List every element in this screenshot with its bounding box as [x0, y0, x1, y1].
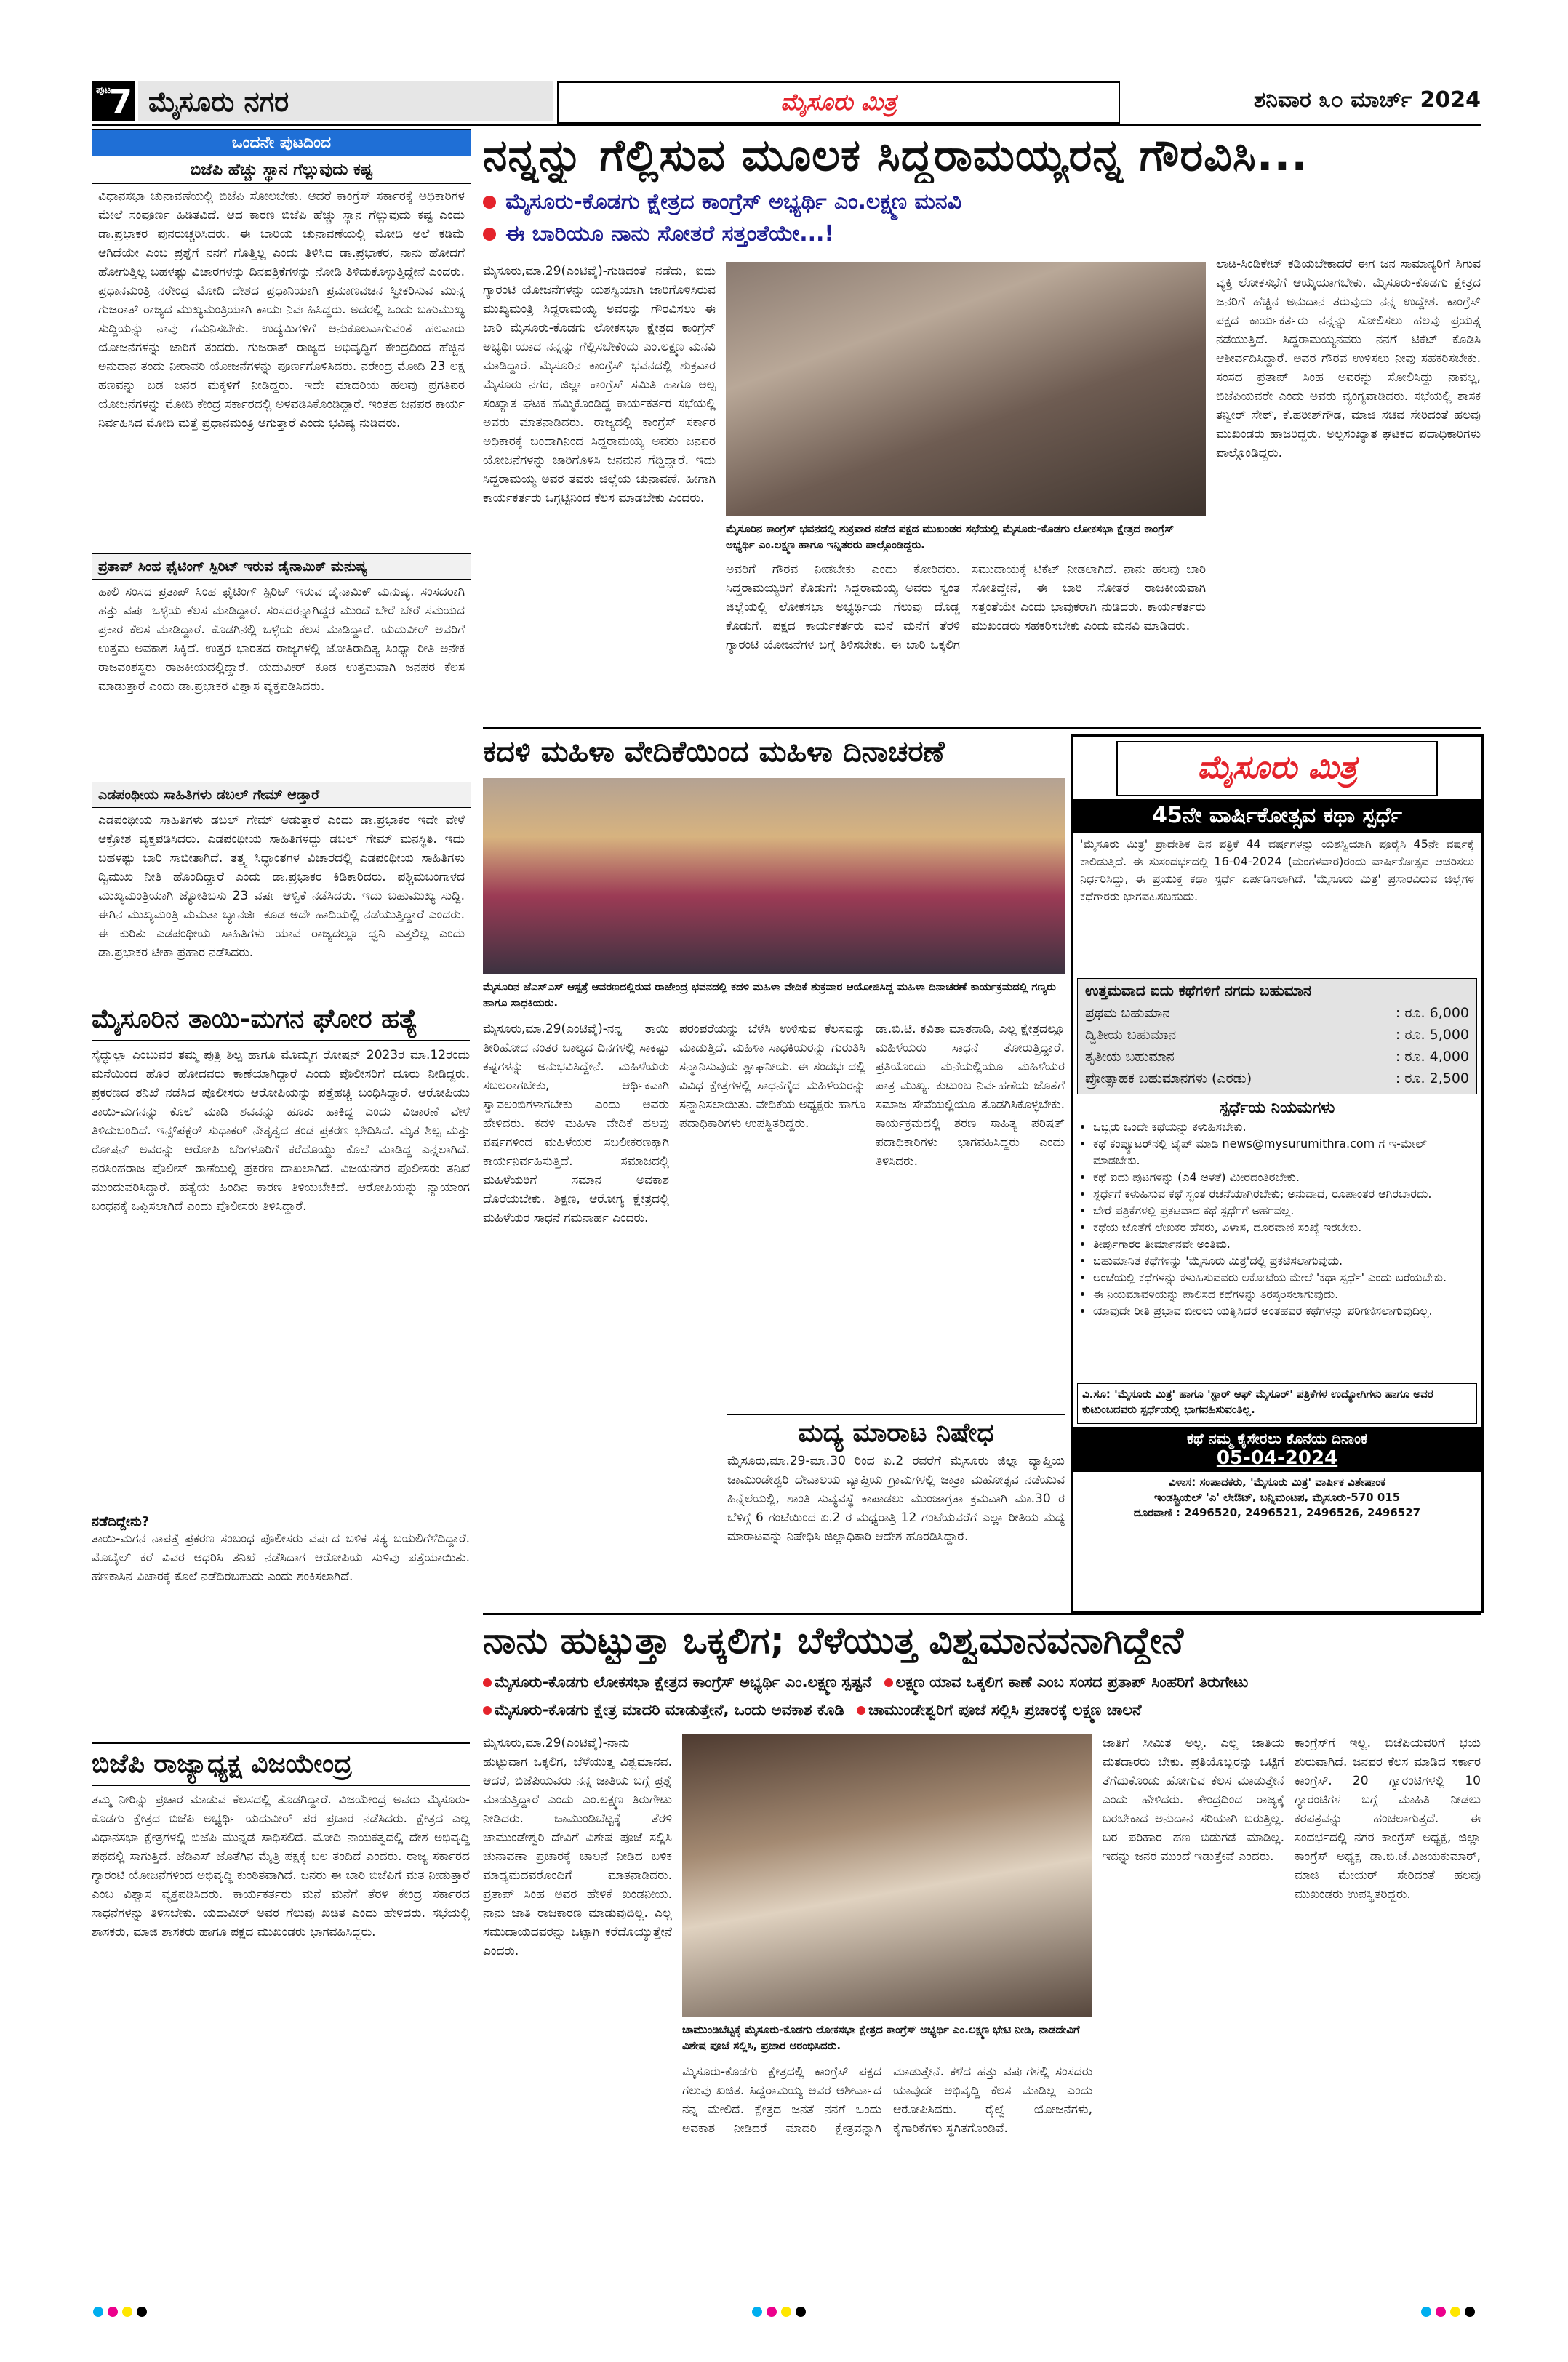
prize-heading: ಉತ್ತಮವಾದ ಐದು ಕಥೆಗಳಿಗೆ ನಗದು ಬಹುಮಾನ — [1085, 982, 1311, 999]
section-title: ಮೈಸೂರು ನಗರ — [148, 86, 289, 118]
vokkaliga-body-2: ಮೈಸೂರು-ಕೊಡಗು ಕ್ಷೇತ್ರದಲ್ಲಿ ಕಾಂಗ್ರೆಸ್ ಪಕ್ಷದ ಗೆಲುವು ಖಚಿತ. ಸಿದ್ದರಾಮಯ್ಯ ಅವರ ಆಶೀರ್ವಾದ ನನ್ನ ಮೇಲಿದೆ. ಕ್ಷೇತ್ರದ ಜನತೆ ನನಗೆ ಒಂದು ಅವಕಾಶ ನೀಡಿದರೆ ಮಾದರಿ ಕ್ಷೇತ್ರವನ್ನಾಗಿ ಮಾಡುತ್ತೇನೆ. ಕಳೆದ ಹತ್ತು ವರ್ಷಗಳಲ್ಲಿ ಸಂಸದರು ಯಾವುದೇ ಅಭಿವೃದ್ಧಿ ಕೆಲಸ ಮಾಡಿಲ್ಲ ಎಂದು ಆರೋಪಿಸಿದರು. ರೈಲ್ವೆ ಯೋಜನೆಗಳು, ಕೈಗಾರಿಕೆಗಳು ಸ್ಥಗಿತಗೊಂಡಿವೆ. — [682, 2065, 1092, 2136]
vokkaliga-bullet-4: ಚಾಮುಂಡೇಶ್ವರಿಗೆ ಪೂಜೆ ಸಲ್ಲಿಸಿ ಪ್ರಚಾರಕ್ಕೆ ಲಕ್ಷ್ಮಣ ಚಾಲನೆ — [868, 1701, 1142, 1718]
bullet-dot — [857, 1706, 865, 1715]
bullet-dot — [483, 1678, 492, 1687]
bullet-dot — [884, 1678, 893, 1687]
ad-phone: ದೂರವಾಣಿ : 2496520, 2496521, 2496526, 2496527 — [1133, 1506, 1421, 1519]
continued-column — [92, 129, 471, 996]
masthead-box — [557, 81, 1120, 124]
top-story-caption: ಮೈಸೂರಿನ ಕಾಂಗ್ರೆಸ್ ಭವನದಲ್ಲಿ ಶುಕ್ರವಾರ ನಡೆದ ಪಕ್ಷದ ಮುಖಂಡರ ಸಭೆಯಲ್ಲಿ ಮೈಸೂರು-ಕೊಡಗು ಲೋಕಸಭಾ ಕ್ಷೇತ್ರದ ಕಾಂಗ್ರೆಸ್ ಅಭ್ಯರ್ಥಿ ಎಂ.ಲಕ್ಷ್ಮಣ ಹಾಗೂ ಇನ್ನಿತರರು ಪಾಲ್ಗೊಂಡಿದ್ದರು. — [726, 522, 1175, 551]
registration-dot — [93, 2307, 103, 2317]
ad-brand: ಮೈಸೂರು ಮಿತ್ರ — [1197, 749, 1357, 786]
bullet-dot — [483, 228, 496, 241]
vokkaliga-body-4: ಕಾಂಗ್ರೆಸ್‌ಗೆ ಇಲ್ಲ. ಬಿಜೆಪಿಯವರಿಗೆ ಭಯ ಶುರುವಾಗಿದೆ. ಜನಪರ ಕೆಲಸ ಮಾಡಿದ ಸರ್ಕಾರ ಕಾಂಗ್ರೆಸ್. 20 ಗ್ಯಾರಂಟಿಗಳಲ್ಲಿ 10 ಗ್ಯಾರಂಟಿಗಳ ಬಗ್ಗೆ ಮಾಹಿತಿ ನೀಡಲು ಕರಪತ್ರವನ್ನು ಹಂಚಲಾಗುತ್ತದೆ. ಈ ಸಂದರ್ಭದಲ್ಲಿ ನಗರ ಕಾಂಗ್ರೆಸ್ ಅಧ್ಯಕ್ಷ, ಜಿಲ್ಲಾ ಕಾಂಗ್ರೆಸ್ ಅಧ್ಯಕ್ಷ ಡಾ.ಬಿ.ಜೆ.ವಿಜಯಕುಮಾರ್, ಮಾಜಿ ಮೇಯರ್ ಸೇರಿದಂತೆ ಹಲವು ಮುಖಂಡರು ಉಪಸ್ಥಿತರಿದ್ದರು. — [1295, 1736, 1481, 1902]
prize-amount: : ರೂ. 4,000 — [1395, 1049, 1469, 1065]
rule-item: • ಬೇರೆ ಪತ್ರಿಕೆಗಳಲ್ಲಿ ಪ್ರಕಟವಾದ ಕಥೆ ಸ್ಪರ್ಧೆಗೆ ಅರ್ಹವಲ್ಲ. — [1093, 1202, 1474, 1219]
rule-item: • ಸ್ಪರ್ಧೆಗೆ ಕಳುಹಿಸುವ ಕಥೆ ಸ್ವಂತ ರಚನೆಯಾಗಿರಬೇಕು; ಅನುವಾದ, ರೂಪಾಂತರ ಆಗಿರಬಾರದು. — [1093, 1185, 1474, 1202]
rule-item: • ಈ ನಿಯಮಾವಳಿಯನ್ನು ಪಾಲಿಸದ ಕಥೆಗಳನ್ನು ತಿರಸ್ಕರಿಸಲಾಗುವುದು. — [1093, 1286, 1474, 1302]
murder-story — [92, 1002, 470, 1737]
divider-bottom — [483, 1613, 1481, 1615]
deadline-date: 05-04-2024 — [1216, 1447, 1338, 1469]
vokkaliga-story — [483, 1617, 1481, 2301]
vokkaliga-body-3: ಜಾತಿಗೆ ಸೀಮಿತ ಅಲ್ಲ. ಎಲ್ಲ ಜಾತಿಯ ಮತದಾರರು ಬೇಕು. ಪ್ರತಿಯೊಬ್ಬರನ್ನು ಒಟ್ಟಿಗೆ ತೆಗೆದುಕೊಂಡು ಹೋಗುವ ಕೆಲಸ ಮಾಡುತ್ತೇನೆ ಎಂದು ಹೇಳಿದರು. ಕೇಂದ್ರದಿಂದ ರಾಜ್ಯಕ್ಕೆ ಬರಬೇಕಾದ ಅನುದಾನ ಸರಿಯಾಗಿ ಬರುತ್ತಿಲ್ಲ. ಬರ ಪರಿಹಾರ ಹಣ ಬಿಡುಗಡೆ ಮಾಡಿಲ್ಲ. ಇದನ್ನು ಜನರ ಮುಂದೆ ಇಡುತ್ತೇವೆ ಎಂದರು. — [1103, 1736, 1284, 1864]
vokkaliga-bullet-3: ಮೈಸೂರು-ಕೊಡಗು ಕ್ಷೇತ್ರ ಮಾದರಿ ಮಾಡುತ್ತೇನೆ, ಒಂದು ಅವಕಾಶ ಕೊಡಿ — [495, 1701, 844, 1718]
liquor-ban-body: ಮೈಸೂರು,ಮಾ.29-ಮಾ.30 ರಿಂದ ಏ.2 ರವರೆಗೆ ಮೈಸೂರು ಜಿಲ್ಲಾ ವ್ಯಾಪ್ತಿಯ ಚಾಮುಂಡೇಶ್ವರಿ ದೇವಾಲಯ ವ್ಯಾಪ್ತಿಯ ಗ್ರಾಮಗಳಲ್ಲಿ ಜಾತ್ರಾ ಮಹೋತ್ಸವ ನಡೆಯುವ ಹಿನ್ನೆಲೆಯಲ್ಲಿ, ಶಾಂತಿ ಸುವ್ಯವಸ್ಥೆ ಕಾಪಾಡಲು ಮುಂಜಾಗ್ರತಾ ಕ್ರಮವಾಗಿ ಮಾ.30 ರ ಬೆಳಿಗ್ಗೆ 6 ಗಂಟೆಯಿಂದ ಏ.2 ರ ಮಧ್ಯರಾತ್ರಿ 12 ಗಂಟೆಯವರೆಗೆ ಎಲ್ಲಾ ರೀತಿಯ ಮದ್ಯ ಮಾರಾಟವನ್ನು ನಿಷೇಧಿಸಿ ಜಿಲ್ಲಾಧಿಕಾರಿ ಆದೇಶ ಹೊರಡಿಸಿದ್ದಾರೆ. — [727, 1454, 1065, 1544]
top-story — [483, 128, 1481, 724]
prize-label: ದ್ವಿತೀಯ ಬಹುಮಾನ — [1085, 1027, 1177, 1043]
deadline-box — [1073, 1427, 1481, 1472]
murder-subhead: ನಡೆದಿದ್ದೇನು? — [92, 1514, 150, 1529]
ad-address — [1073, 1472, 1481, 1521]
top-story-body-left: ಮೈಸೂರು,ಮಾ.29(ಎಂಟಿವೈ)-ಗುಡಿದಂತೆ ನಡೆದು, ಐದು ಗ್ಯಾರಂಟಿ ಯೋಜನೆಗಳನ್ನು ಯಶಸ್ವಿಯಾಗಿ ಜಾರಿಗೊಳಿಸಿರುವ ಮುಖ್ಯಮಂತ್ರಿ ಸಿದ್ದರಾಮಯ್ಯ ಅವರನ್ನು ಗೌರವಿಸಲು ಈ ಬಾರಿ ಮೈಸೂರು-ಕೊಡಗು ಲೋಕಸಭಾ ಕ್ಷೇತ್ರದ ಕಾಂಗ್ರೆಸ್ ಅಭ್ಯರ್ಥಿಯಾದ ನನ್ನನ್ನು ಗೆಲ್ಲಿಸಬೇಕೆಂದು ಎಂ.ಲಕ್ಷ್ಮಣ ಮನವಿ ಮಾಡಿದ್ದಾರೆ. ಮೈಸೂರಿನ ಕಾಂಗ್ರೆಸ್ ಭವನದಲ್ಲಿ ಶುಕ್ರವಾರ ಮೈಸೂರು ನಗರ, ಜಿಲ್ಲಾ ಕಾಂಗ್ರೆಸ್ ಸಮಿತಿ ಹಾಗೂ ಅಲ್ಪ ಸಂಖ್ಯಾತ ಘಟಕ ಹಮ್ಮಿಕೊಂಡಿದ್ದ ಕಾರ್ಯಕರ್ತರ ಸಭೆಯಲ್ಲಿ ಅವರು ಮಾತನಾಡಿದರು. ರಾಜ್ಯದಲ್ಲಿ ಕಾಂಗ್ರೆಸ್ ಸರ್ಕಾರ ಅಧಿಕಾರಕ್ಕೆ ಬಂದಾಗಿನಿಂದ ಸಿದ್ದರಾಮಯ್ಯ ಅವರು ಜನಪರ ಯೋಜನೆಗಳನ್ನು ಜಾರಿಗೊಳಿಸಿ ಜನಮನ ಗೆದ್ದಿದ್ದಾರೆ. ಇದು ಸಿದ್ದರಾಮಯ್ಯ ಅವರ ತವರು ಜಿಲ್ಲೆಯ ಚುನಾವಣೆ. ಹೀಗಾಗಿ ಕಾರ್ಯಕರ್ತರು ಒಗ್ಗಟ್ಟಿನಿಂದ ಕೆಲಸ ಮಾಡಬೇಕು ಎಂದರು. — [483, 264, 716, 505]
bjp-president-body: ತಮ್ಮ ನೀರಿನ್ನು ಪ್ರಚಾರ ಮಾಡುವ ಕೆಲಸದಲ್ಲಿ ತೊಡಗಿದ್ದಾರೆ. ವಿಜಯೇಂದ್ರ ಅವರು ಮೈಸೂರು-ಕೊಡಗು ಕ್ಷೇತ್ರದ ಬಿಜೆಪಿ ಅಭ್ಯರ್ಥಿ ಯದುವೀರ್ ಪರ ಪ್ರಚಾರ ನಡೆಸಿದರು. ಕ್ಷೇತ್ರದ ಎಲ್ಲ ವಿಧಾನಸಭಾ ಕ್ಷೇತ್ರಗಳಲ್ಲಿ ಬಿಜೆಪಿ ಮುನ್ನಡೆ ಸಾಧಿಸಲಿದೆ. ಮೋದಿ ನಾಯಕತ್ವದಲ್ಲಿ ದೇಶ ಅಭಿವೃದ್ಧಿ ಪಥದಲ್ಲಿ ಸಾಗುತ್ತಿದೆ. ಜೆಡಿಎಸ್ ಜೊತೆಗಿನ ಮೈತ್ರಿ ಪಕ್ಷಕ್ಕೆ ಬಲ ತಂದಿದೆ ಎಂದರು. ರಾಜ್ಯ ಸರ್ಕಾರದ ಗ್ಯಾರಂಟಿ ಯೋಜನೆಗಳಿಂದ ಅಭಿವೃದ್ಧಿ ಕುಂಠಿತವಾಗಿದೆ. ಜನರು ಈ ಬಾರಿ ಬಿಜೆಪಿಗೆ ಮತ ನೀಡುತ್ತಾರೆ ಎಂಬ ವಿಶ್ವಾಸ ವ್ಯಕ್ತಪಡಿಸಿದರು. ಕಾರ್ಯಕರ್ತರು ಮನೆ ಮನೆಗೆ ತೆರಳಿ ಕೇಂದ್ರ ಸರ್ಕಾರದ ಸಾಧನೆಗಳನ್ನು ತಿಳಿಸಬೇಕು. ಯದುವೀರ್ ಅವರ ಗೆಲುವು ಖಚಿತ ಎಂದು ಹೇಳಿದರು. ಸಭೆಯಲ್ಲಿ ಶಾಸಕರು, ಮಾಜಿ ಶಾಸಕರು ಹಾಗೂ ಪಕ್ಷದ ಮುಖಂಡರು ಭಾಗವಹಿಸಿದ್ದರು. — [92, 1793, 470, 1939]
vokkaliga-bullet-row — [483, 1668, 1481, 1696]
womens-day-photo — [483, 778, 1065, 974]
vokkaliga-bullet-2: ಲಕ್ಷ್ಮಣ ಯಾವ ಒಕ್ಕಲಿಗ ಕಾಣೆ ಎಂಬ ಸಂಸದ ಪ್ರತಾಪ್ ಸಿಂಹರಿಗೆ ತಿರುಗೇಟು — [895, 1673, 1249, 1691]
registration-dot — [1436, 2307, 1446, 2317]
top-story-body-mid: ಅವರಿಗೆ ಗೌರವ ನೀಡಬೇಕು ಎಂದು ಕೋರಿದರು. ಸಿದ್ದರಾಮಯ್ಯರಿಗೆ ಕೊಡುಗೆ: ಸಿದ್ದರಾಮಯ್ಯ ಅವರು ಸ್ವಂತ ಜಿಲ್ಲೆಯಲ್ಲಿ ಲೋಕಸಭಾ ಅಭ್ಯರ್ಥಿಯ ಗೆಲುವು ದೊಡ್ಡ ಕೊಡುಗೆ. ಪಕ್ಷದ ಕಾರ್ಯಕರ್ತರು ಮನೆ ಮನೆಗೆ ತೆರಳಿ ಗ್ಯಾರಂಟಿ ಯೋಜನೆಗಳ ಬಗ್ಗೆ ತಿಳಿಸಬೇಕು. ಈ ಬಾರಿ ಒಕ್ಕಲಿಗ ಸಮುದಾಯಕ್ಕೆ ಟಿಕೆಟ್ ನೀಡಲಾಗಿದೆ. ನಾನು ಹಲವು ಬಾರಿ ಸೋತಿದ್ದೇನೆ, ಈ ಬಾರಿ ಸೋತರೆ ರಾಜಕೀಯವಾಗಿ ಸತ್ತಂತೆಯೇ ಎಂದು ಭಾವುಕರಾಗಿ ನುಡಿದರು. ಕಾರ್ಯಕರ್ತರು ಮುಖಂಡರು ಸಹಕರಿಸಬೇಕು ಎಂದು ಮನವಿ ಮಾಡಿದರು. — [726, 562, 1206, 652]
registration-dot — [137, 2307, 147, 2317]
vokkaliga-bullet-row — [483, 1696, 1481, 1724]
womens-day-body-1: ಮೈಸೂರು,ಮಾ.29(ಎಂಟಿವೈ)-ನನ್ನ ತಾಯಿ ತೀರಿಹೋದ ನಂತರ ಬಾಲ್ಯದ ದಿನಗಳಲ್ಲಿ ಸಾಕಷ್ಟು ಕಷ್ಟಗಳನ್ನು ಅನುಭವಿಸಿದ್ದೇನೆ. ಮಹಿಳೆಯರು ಸಬಲರಾಗಬೇಕು, ಆರ್ಥಿಕವಾಗಿ ಸ್ವಾವಲಂಬಿಗಳಾಗಬೇಕು ಎಂದು ಅವರು ಹೇಳಿದರು. ಕದಳಿ ಮಹಿಳಾ ವೇದಿಕೆ ಹಲವು ವರ್ಷಗಳಿಂದ ಮಹಿಳೆಯರ ಸಬಲೀಕರಣಕ್ಕಾಗಿ ಕಾರ್ಯನಿರ್ವಹಿಸುತ್ತಿದೆ. ಸಮಾಜದಲ್ಲಿ ಮಹಿಳೆಯರಿಗೆ ಸಮಾನ ಅವಕಾಶ ದೊರೆಯಬೇಕು. ಶಿಕ್ಷಣ, ಆರೋಗ್ಯ ಕ್ಷೇತ್ರದಲ್ಲಿ ಮಹಿಳೆಯರ ಸಾಧನೆ ಗಮನಾರ್ಹ ಎಂದರು. — [483, 1022, 669, 1225]
ad-title: 45ನೇ ವಾರ್ಷಿಕೋತ್ಸವ ಕಥಾ ಸ್ಪರ್ಧೆ — [1073, 799, 1481, 833]
womens-day-body-2: ಪರಂಪರೆಯನ್ನು ಬೆಳೆಸಿ ಉಳಿಸುವ ಕೆಲಸವನ್ನು ಮಾಡುತ್ತಿದೆ. ಮಹಿಳಾ ಸಾಧಕಿಯರನ್ನು ಗುರುತಿಸಿ ಸನ್ಮಾನಿಸುವುದು ಶ್ಲಾಘನೀಯ. ಈ ಸಂದರ್ಭದಲ್ಲಿ ವಿವಿಧ ಕ್ಷೇತ್ರಗಳಲ್ಲಿ ಸಾಧನೆಗೈದ ಮಹಿಳೆಯರನ್ನು ಸನ್ಮಾನಿಸಲಾಯಿತು. ವೇದಿಕೆಯ ಅಧ್ಯಕ್ಷರು ಹಾಗೂ ಪದಾಧಿಕಾರಿಗಳು ಉಪಸ್ಥಿತರಿದ್ದರು. — [679, 1022, 865, 1131]
vokkaliga-caption: ಚಾಮುಂಡಿಬೆಟ್ಟಕ್ಕೆ ಮೈಸೂರು-ಕೊಡಗು ಲೋಕಸಭಾ ಕ್ಷೇತ್ರದ ಕಾಂಗ್ರೆಸ್ ಅಭ್ಯರ್ಥಿ ಎಂ.ಲಕ್ಷ್ಮಣ ಭೇಟಿ ನೀಡಿ, ನಾಡದೇವಿಗೆ ವಿಶೇಷ ಪೂಜೆ ಸಲ್ಲಿಸಿ, ಪ್ರಚಾರ ಆರಂಭಿಸಿದರು. — [682, 2023, 1080, 2052]
registration-dot — [1421, 2307, 1431, 2317]
section-title-box — [138, 81, 553, 121]
story3-body: ಎಡಪಂಥೀಯ ಸಾಹಿತಿಗಳು ಡಬಲ್ ಗೇಮ್ ಆಡುತ್ತಾರೆ ಎಂದು ಡಾ.ಪ್ರಭಾಕರ ಇದೇ ವೇಳೆ ಆಕ್ರೋಶ ವ್ಯಕ್ತಪಡಿಸಿದರು. ಎಡಪಂಥೀಯ ಸಾಹಿತಿಗಳದ್ದು ಡಬಲ್ ಗೇಮ್ ಮನಸ್ಥಿತಿ. ಇದು ಬಹಳಷ್ಟು ಬಾರಿ ಸಾಬೀತಾಗಿದೆ. ತತ್ತ್ವ ಸಿದ್ಧಾಂತಗಳ ವಿಚಾರದಲ್ಲಿ ಎಡಪಂಥೀಯ ಸಾಹಿತಿಗಳು ದ್ವಿಮುಖ ನೀತಿ ಹೊಂದಿದ್ದಾರೆ ಎಂದು ಡಾ.ಪ್ರಭಾಕರ ಕಿಡಿಕಾರಿದರು. ಪಶ್ಚಿಮಬಂಗಾಳದ ಮುಖ್ಯಮಂತ್ರಿಯಾಗಿ ಜ್ಯೋತಿಬಸು 23 ವರ್ಷ ಆಳ್ವಿಕೆ ನಡೆಸಿದರು. ಇದು ಬಹುಮುಖ್ಯ ಸುದ್ದಿ. ಈಗಿನ ಮುಖ್ಯಮಂತ್ರಿ ಮಮತಾ ಬ್ಯಾನರ್ಜಿ ಕೂಡ ಅದೇ ಹಾದಿಯಲ್ಲಿ ನಡೆಯುತ್ತಿದ್ದಾರೆ ಎಂದರು. ಈ ಕುರಿತು ಎಡಪಂಥೀಯ ಸಾಹಿತಿಗಳು ಯಾವ ರಾಜ್ಯದಲ್ಲೂ ಧ್ವನಿ ಎತ್ತಲಿಲ್ಲ ಎಂದು ಡಾ.ಪ್ರಭಾಕರ ಟೀಕಾ ಪ್ರಹಾರ ನಡೆಸಿದರು. — [98, 813, 465, 960]
top-story-body-right: ಲಾಟ-ಸಿಂಡಿಕೇಟ್ ಕಡಿಯಬೇಕಾದರೆ ಈಗ ಜನ ಸಾಮಾನ್ಯರಿಗೆ ಸಿಗುವ ವ್ಯಕ್ತಿ ಲೋಕಸಭೆಗೆ ಆಯ್ಕೆಯಾಗಬೇಕು. ಮೈಸೂರು-ಕೊಡಗು ಕ್ಷೇತ್ರದ ಜನರಿಗೆ ಹೆಚ್ಚಿನ ಅನುದಾನ ತರುವುದು ನನ್ನ ಉದ್ದೇಶ. ಕಾಂಗ್ರೆಸ್ ಪಕ್ಷದ ಕಾರ್ಯಕರ್ತರು ನನ್ನನ್ನು ಸೋಲಿಸಲು ಹಲವು ಪ್ರಯತ್ನ ನಡೆಯುತ್ತಿದೆ. ಸಿದ್ದರಾಮಯ್ಯನವರು ನನಗೆ ಟಿಕೆಟ್ ಕೊಡಿಸಿ ಆಶೀರ್ವದಿಸಿದ್ದಾರೆ. ಅವರ ಗೌರವ ಉಳಿಸಲು ನೀವು ಸಹಕರಿಸಬೇಕು. ಸಂಸದ ಪ್ರತಾಪ್ ಸಿಂಹ ಅವರನ್ನು ಸೋಲಿಸಿದ್ದು ನಾವಲ್ಲ, ಬಿಜೆಪಿಯವರೇ ಎಂದು ಅವರು ವ್ಯಂಗ್ಯವಾಡಿದರು. ಸಭೆಯಲ್ಲಿ ಶಾಸಕ ತನ್ವೀರ್ ಸೇಠ್, ಕೆ.ಹರೀಶ್‌ಗೌಡ, ಮಾಜಿ ಸಚಿವ ಸೇರಿದಂತೆ ಹಲವು ಮುಖಂಡರು ಹಾಜರಿದ್ದರು. ಅಲ್ಪಸಂಖ್ಯಾತ ಘಟಕದ ಪದಾಧಿಕಾರಿಗಳು ಪಾಲ್ಗೊಂಡಿದ್ದರು. — [1216, 257, 1481, 460]
header-rule — [92, 124, 1481, 126]
registration-dot — [122, 2307, 132, 2317]
continued-title: ಒಂದನೇ ಪುಟದಿಂದ — [231, 134, 332, 152]
rule-item: • ತೀರ್ಪುಗಾರರ ತೀರ್ಮಾನವೇ ಅಂತಿಮ. — [1093, 1236, 1474, 1252]
story1-body: ವಿಧಾನಸಭಾ ಚುನಾವಣೆಯಲ್ಲಿ ಬಿಜೆಪಿ ಸೋಲಬೇಕು. ಆದರೆ ಕಾಂಗ್ರೆಸ್ ಸರ್ಕಾರಕ್ಕೆ ಅಧಿಕಾರಿಗಳ ಮೇಲೆ ಸಂಪೂರ್ಣ ಹಿಡಿತವಿದೆ. ಆದ ಕಾರಣ ಬಿಜೆಪಿ ಹೆಚ್ಚು ಸ್ಥಾನ ಗೆಲ್ಲುವುದು ಕಷ್ಟ ಎಂದು ಡಾ.ಪ್ರಭಾಕರ ಪುನರುಚ್ಚರಿಸಿದರು. ಈ ಬಾರಿಯ ಚುನಾವಣೆಯಲ್ಲಿ ಮೋದಿ ಅಲೆ ಕಡಿಮೆ ಆಗಿದೆಯೇ ಎಂಬ ಪ್ರಶ್ನೆಗೆ ನನಗೆ ಗೊತ್ತಿಲ್ಲ ಎಂದು ತಿಳಿಸಿದ ಡಾ.ಪ್ರಭಾಕರ, ನಾನು ಹೋದಗೆ ಹೋಗುತ್ತಿಲ್ಲ ಬಹಳಷ್ಟು ವಿಚಾರಗಳನ್ನು ದಿನಪತ್ರಿಕೆಗಳನ್ನು ನೋಡಿ ತಿಳಿದುಕೊಳ್ಳುತ್ತಿದ್ದೇನೆ ಎಂದರು. ಪ್ರಧಾನಮಂತ್ರಿ ನರೇಂದ್ರ ಮೋದಿ ದೇಶದ ಪ್ರಧಾನಿಯಾಗಿ ಪ್ರಮಾಣವಚನ ಸ್ವೀಕರಿಸುವ ಮುನ್ನ ಗುಜರಾತ್ ರಾಜ್ಯದ ಮುಖ್ಯಮಂತ್ರಿಯಾಗಿ ಕಾರ್ಯನಿರ್ವಹಿಸಿದ್ದರು. ಅದರಲ್ಲಿ ಒಂದು ಬಹುಮುಖ್ಯ ಸುದ್ದಿಯನ್ನು ನಾವು ಗಮನಿಸಬೇಕು. ಉದ್ಯಮಿಗಳಿಗೆ ಅನುಕೂಲವಾಗುವಂತೆ ಹಲವಾರು ಯೋಜನೆಗಳನ್ನು ಜಾರಿಗೆ ತಂದರು. ಗುಜರಾತ್ ರಾಜ್ಯದ ಅಭಿವೃದ್ಧಿಗೆ ಕೇಂದ್ರದಿಂದ ಹೆಚ್ಚಿನ ಅನುದಾನ ತಂದು ನೀರಾವರಿ ಯೋಜನೆಗಳನ್ನು ಪೂರ್ಣಗೊಳಿಸಿದರು. ನರೇಂದ್ರ ಮೋದಿ 23 ಲಕ್ಷ ಹಣವನ್ನು ಬಡ ಜನರ ಮಕ್ಕಳಿಗೆ ನೀಡಿದ್ದರು. ಇದೇ ಮಾದರಿಯ ಹಲವು ಪ್ರಗತಿಪರ ಯೋಜನೆಗಳನ್ನು ಮೋದಿ ಕೇಂದ್ರ ಸರ್ಕಾರದಲ್ಲಿ ಅಳವಡಿಸಿಕೊಂಡಿದ್ದಾರೆ. ಇಂತಹ ಜನಪರ ಕಾರ್ಯ ನಿರ್ವಹಿಸಿದ ಮೋದಿ ಮತ್ತೆ ಪ್ರಧಾನಮಂತ್ರಿ ಆಗುತ್ತಾರೆ ಎಂದು ಭವಿಷ್ಯ ನುಡಿದರು. — [98, 189, 465, 431]
rule-item: • ಕಥೆ ಕಂಪ್ಯೂಟರ್‌ನಲ್ಲಿ ಟೈಪ್ ಮಾಡಿ news@mysurumithra.com ಗೆ ಇ-ಮೇಲ್ ಮಾಡಬೇಕು. — [1093, 1135, 1474, 1169]
masthead: ಮೈಸೂರು ಮಿತ್ರ — [780, 88, 897, 116]
top-story-bullet-1-text: ಮೈಸೂರು-ಕೊಡಗು ಕ್ಷೇತ್ರದ ಕಾಂಗ್ರೆಸ್ ಅಭ್ಯರ್ಥಿ ಎಂ.ಲಕ್ಷ್ಮಣ ಮನವಿ — [505, 189, 961, 215]
vokkaliga-body-1: ಮೈಸೂರು,ಮಾ.29(ಎಂಟಿವೈ)-ನಾನು ಹುಟ್ಟುವಾಗ ಒಕ್ಕಲಿಗ, ಬೆಳೆಯುತ್ತ ವಿಶ್ವಮಾನವ. ಆದರೆ, ಬಿಜೆಪಿಯವರು ನನ್ನ ಜಾತಿಯ ಬಗ್ಗೆ ಪ್ರಶ್ನೆ ಮಾಡುತ್ತಿದ್ದಾರೆ ಎಂದು ಎಂ.ಲಕ್ಷ್ಮಣ ತಿರುಗೇಟು ನೀಡಿದರು. ಚಾಮುಂಡಿಬೆಟ್ಟಕ್ಕೆ ತೆರಳಿ ಚಾಮುಂಡೇಶ್ವರಿ ದೇವಿಗೆ ವಿಶೇಷ ಪೂಜೆ ಸಲ್ಲಿಸಿ ಚುನಾವಣಾ ಪ್ರಚಾರಕ್ಕೆ ಚಾಲನೆ ನೀಡಿದ ಬಳಿಕ ಮಾಧ್ಯಮದವರೊಂದಿಗೆ ಮಾತನಾಡಿದರು. ಪ್ರತಾಪ್ ಸಿಂಹ ಅವರ ಹೇಳಿಕೆ ಖಂಡನೀಯ. ನಾನು ಜಾತಿ ರಾಜಕಾರಣ ಮಾಡುವುದಿಲ್ಲ. ಎಲ್ಲ ಸಮುದಾಯದವರನ್ನು ಒಟ್ಟಾಗಿ ಕರೆದೊಯ್ಯುತ್ತೇನೆ ಎಂದರು. — [483, 1736, 672, 1958]
prize-row — [1085, 1046, 1469, 1068]
bjp-president-story — [92, 1742, 470, 2295]
story3-headline: ಎಡಪಂಥೀಯ ಸಾಹಿತಿಗಳು ಡಬಲ್ ಗೇಮ್ ಆಡ್ತಾರೆ — [92, 782, 471, 808]
registration-dot — [1465, 2307, 1475, 2317]
prize-row — [1085, 1068, 1469, 1089]
top-story-bullet-2 — [483, 221, 1210, 249]
rules-heading: ಸ್ಪರ್ಧೆಯ ನಿಯಮಗಳು — [1219, 1099, 1335, 1117]
murder-body-2: ತಾಯಿ-ಮಗನ ನಾಪತ್ತೆ ಪ್ರಕರಣ ಸಂಬಂಧ ಪೊಲೀಸರು ವರ್ಷದ ಬಳಿಕ ಸತ್ಯ ಬಯಲಿಗೆಳೆದಿದ್ದಾರೆ. ಮೊಬೈಲ್ ಕರೆ ವಿವರ ಆಧರಿಸಿ ತನಿಖೆ ನಡೆಸಿದಾಗ ಆರೋಪಿಯ ಸುಳಿವು ಪತ್ತೆಯಾಯಿತು. ಹಣಕಾಸಿನ ವಿಚಾರಕ್ಕೆ ಕೊಲೆ ನಡೆದಿರಬಹುದು ಎಂದು ಶಂಕಿಸಲಾಗಿದೆ. — [92, 1532, 470, 1584]
prize-box — [1077, 978, 1477, 1094]
prize-label: ಪ್ರೋತ್ಸಾಹಕ ಬಹುಮಾನಗಳು (ಎರಡು) — [1085, 1070, 1252, 1086]
registration-dot — [767, 2307, 777, 2317]
story-contest-ad — [1071, 734, 1484, 1613]
top-story-bullet-1 — [483, 189, 1210, 217]
registration-dot — [796, 2307, 806, 2317]
womens-day-body-3: ಡಾ.ಬಿ.ಟಿ. ಕವಿತಾ ಮಾತನಾಡಿ, ಎಲ್ಲ ಕ್ಷೇತ್ರದಲ್ಲೂ ಮಹಿಳೆಯರು ಸಾಧನೆ ತೋರುತ್ತಿದ್ದಾರೆ. ಪ್ರತಿಯೊಂದು ಮನೆಯಲ್ಲಿಯೂ ಮಹಿಳೆಯರ ಪಾತ್ರ ಮುಖ್ಯ. ಕುಟುಂಬ ನಿರ್ವಹಣೆಯ ಜೊತೆಗೆ ಸಮಾಜ ಸೇವೆಯಲ್ಲಿಯೂ ತೊಡಗಿಸಿಕೊಳ್ಳಬೇಕು. ಕಾರ್ಯಕ್ರಮದಲ್ಲಿ ಶರಣ ಸಾಹಿತ್ಯ ಪರಿಷತ್ ಪದಾಧಿಕಾರಿಗಳು ಭಾಗವಹಿಸಿದ್ದರು ಎಂದು ತಿಳಿಸಿದರು. — [876, 1022, 1065, 1169]
prize-amount: : ರೂ. 5,000 — [1395, 1027, 1469, 1043]
ad-brand-box — [1116, 741, 1438, 796]
top-story-photo — [726, 262, 1206, 516]
rule-item: • ಬಹುಮಾನಿತ ಕಥೆಗಳನ್ನು 'ಮೈಸೂರು ಮಿತ್ರ'ದಲ್ಲಿ ಪ್ರಕಟಿಸಲಾಗುವುದು. — [1093, 1252, 1474, 1269]
page-header — [92, 79, 1481, 122]
vokkaliga-bullets — [483, 1668, 1481, 1726]
registration-dot — [781, 2307, 791, 2317]
prize-label: ತೃತೀಯ ಬಹುಮಾನ — [1085, 1049, 1175, 1065]
prize-amount: : ರೂ. 2,500 — [1395, 1070, 1469, 1086]
registration-dot — [1450, 2307, 1460, 2317]
continued-banner — [92, 130, 471, 156]
liquor-ban-story — [727, 1414, 1065, 1610]
ad-address-line-2: ಇಂಡಸ್ಟ್ರಿಯಲ್ 'ಎ' ಲೇಔಟ್, ಬನ್ನಿಮಂಟಪ, ಮೈಸೂರು-570 015 — [1153, 1491, 1401, 1504]
registration-dot — [108, 2307, 118, 2317]
bjp-president-headline: ಬಿಜೆಪಿ ರಾಜ್ಯಾಧ್ಯಕ್ಷ ವಿಜಯೇಂದ್ರ — [92, 1742, 470, 1786]
vokkaliga-headline: ನಾನು ಹುಟ್ಟುತ್ತಾ ಒಕ್ಕಲಿಗ; ಬೆಳೆಯುತ್ತ ವಿಶ್ವಮಾನವನಾಗಿದ್ದೇನೆ — [483, 1620, 1184, 1662]
womens-day-headline: ಕದಳಿ ಮಹಿಳಾ ವೇದಿಕೆಯಿಂದ ಮಹಿಳಾ ದಿನಾಚರಣೆ — [483, 735, 945, 769]
ad-note: ವಿ.ಸೂ: 'ಮೈಸೂರು ಮಿತ್ರ' ಹಾಗೂ 'ಸ್ಟಾರ್ ಆಫ್ ಮೈಸೂರ್' ಪತ್ರಿಕೆಗಳ ಉದ್ಯೋಗಿಗಳು ಹಾಗೂ ಅವರ ಕುಟುಂಬದವರು ಸ್ಪರ್ಧೆಯಲ್ಲಿ ಭಾಗವಹಿಸುವಂತಿಲ್ಲ. — [1077, 1383, 1477, 1424]
rule-item: • ಯಾವುದೇ ರೀತಿ ಪ್ರಭಾವ ಬೀರಲು ಯತ್ನಿಸಿದರೆ ಅಂತಹವರ ಕಥೆಗಳನ್ನು ಪರಿಗಣಿಸಲಾಗುವುದಿಲ್ಲ. — [1093, 1302, 1474, 1319]
murder-body: ಸೈದ್ಧುಲ್ಲಾ ಎಂಬುವರ ತಮ್ಮ ಪುತ್ರಿ ಶಿಲ್ಪ ಹಾಗೂ ಮೊಮ್ಮಗ ರೋಷನ್ 2023ರ ಮಾ.12ರಂದು ಮನೆಯಿಂದ ಹೊರ ಹೋದವರು ಕಾಣೆಯಾಗಿದ್ದಾರೆ ಎಂದು ಪೊಲೀಸರಿಗೆ ದೂರು ನೀಡಿದ್ದರು. ಪ್ರಕರಣದ ತನಿಖೆ ನಡೆಸಿದ ಪೊಲೀಸರು ಆರೋಪಿಯನ್ನು ಪತ್ತೆಹಚ್ಚಿ ಬಂಧಿಸಿದ್ದಾರೆ. ಆರೋಪಿಯು ತಾಯಿ-ಮಗನನ್ನು ಕೊಲೆ ಮಾಡಿ ಶವವನ್ನು ಹೂತು ಹಾಕಿದ್ದ ಎಂದು ವಿಚಾರಣೆ ವೇಳೆ ತಿಳಿದುಬಂದಿದೆ. ಇನ್ಸ್‌ಪೆಕ್ಟರ್ ಸುಧಾಕರ್ ನೇತೃತ್ವದ ತಂಡ ಪ್ರಕರಣ ಭೇದಿಸಿದೆ. ಮೃತ ಶಿಲ್ಪ ಮತ್ತು ರೋಷನ್ ಅವರನ್ನು ಆರೋಪಿ ಬೆಂಗಳೂರಿಗೆ ಕರೆದೊಯ್ದು ಕೊಲೆ ಮಾಡಿದ್ದ ಎನ್ನಲಾಗಿದೆ. ನರಸಿಂಹರಾಜ ಪೊಲೀಸ್ ಠಾಣೆಯಲ್ಲಿ ಪ್ರಕರಣ ದಾಖಲಾಗಿದೆ. ವಿಜಯನಗರ ಪೊಲೀಸರು ತನಿಖೆ ಮುಂದುವರಿಸಿದ್ದಾರೆ. ಹತ್ಯೆಯ ಹಿಂದಿನ ಕಾರಣ ತಿಳಿಯಬೇಕಿದೆ. ಆರೋಪಿಯನ್ನು ನ್ಯಾಯಾಂಗ ಬಂಧನಕ್ಕೆ ಒಪ್ಪಿಸಲಾಗಿದೆ ಎಂದು ಪೊಲೀಸರು ತಿಳಿಸಿದ್ದಾರೆ. — [92, 1048, 470, 1214]
deadline-label: ಕಥೆ ನಮ್ಮ ಕೈಸೇರಲು ಕೊನೆಯ ದಿನಾಂಕ — [1187, 1430, 1367, 1447]
page-label-box — [92, 81, 135, 121]
page-label: ಪುಟ — [96, 84, 111, 96]
divider-top — [483, 727, 1481, 729]
rule-item: • ಅಂಚೆಯಲ್ಲಿ ಕಥೆಗಳನ್ನು ಕಳುಹಿಸುವವರು ಲಕೋಟೆಯ ಮೇಲೆ 'ಕಥಾ ಸ್ಪರ್ಧೆ' ಎಂದು ಬರೆಯಬೇಕು. — [1093, 1269, 1474, 1286]
rule-item: • ಕಥೆ ಐದು ಪುಟಗಳನ್ನು (ಎ4 ಅಳತೆ) ಮೀರದಂತಿರಬೇಕು. — [1093, 1169, 1474, 1185]
bullet-dot — [483, 1706, 492, 1715]
vokkaliga-photo — [682, 1734, 1092, 2017]
liquor-ban-headline: ಮದ್ಯ ಮಾರಾಟ ನಿಷೇಧ — [798, 1418, 994, 1448]
rule-item: • ಕಥೆಯ ಜೊತೆಗೆ ಲೇಖಕರ ಹೆಸರು, ವಿಳಾಸ, ದೂರವಾಣಿ ಸಂಖ್ಯೆ ಇರಬೇಕು. — [1093, 1219, 1474, 1236]
prize-row — [1085, 1024, 1469, 1046]
story2-headline: ಪ್ರತಾಪ್ ಸಿಂಹ ಫೈಟಿಂಗ್ ಸ್ಪಿರಿಟ್ ಇರುವ ಡೈನಾಮಿಕ್ ಮನುಷ್ಯ — [92, 553, 471, 580]
story1-headline: ಬಿಜೆಪಿ ಹೆಚ್ಚು ಸ್ಥಾನ ಗೆಲ್ಲುವುದು ಕಷ್ಟ — [92, 156, 471, 184]
ad-intro: 'ಮೈಸೂರು ಮಿತ್ರ' ಪ್ರಾದೇಶಿಕ ದಿನ ಪತ್ರಿಕೆ 44 ವರ್ಷಗಳನ್ನು ಯಶಸ್ವಿಯಾಗಿ ಪೂರೈಸಿ 45ನೇ ವರ್ಷಕ್ಕೆ ಕಾಲಿಡುತ್ತಿದೆ. ಈ ಸುಸಂದರ್ಭದಲ್ಲಿ 16-04-2024 (ಮಂಗಳವಾರ)ರಂದು ವಾರ್ಷಿಕೋತ್ಸವ ಆಚರಿಸಲು ನಿರ್ಧರಿಸಿದ್ದು, ಈ ಪ್ರಯುಕ್ತ ಕಥಾ ಸ್ಪರ್ಧೆ ಏರ್ಪಡಿಸಲಾಗಿದೆ. 'ಮೈಸೂರು ಮಿತ್ರ' ಪ್ರಸಾರವಿರುವ ಜಿಲ್ಲೆಗಳ ಕಥೆಗಾರರು ಭಾಗವಹಿಸಬಹುದು. — [1080, 837, 1474, 903]
prize-label: ಪ್ರಥಮ ಬಹುಮಾನ — [1085, 1005, 1170, 1021]
story2-body: ಹಾಲಿ ಸಂಸದ ಪ್ರತಾಪ್ ಸಿಂಹ ಫೈಟಿಂಗ್ ಸ್ಪಿರಿಟ್ ಇರುವ ಡೈನಾಮಿಕ್ ಮನುಷ್ಯ. ಸಂಸದರಾಗಿ ಹತ್ತು ವರ್ಷ ಒಳ್ಳೆಯ ಕೆಲಸ ಮಾಡಿದ್ದಾರೆ. ಸಂಸದರನ್ನಾಗಿದ್ದರ ಮುಂದೆ ಬೇರೆ ಬೇರೆ ಸಮಯದ ಪ್ರಕಾರ ಕೆಲಸ ಮಾಡಿದ್ದಾರೆ. ಕೊಡಗಿನಲ್ಲಿ ಒಳ್ಳೆಯ ಕೆಲಸ ಮಾಡಿದ್ದಾರೆ. ಯದುವೀರ್ ಅವರಿಗೆ ಉತ್ತಮ ಅವಕಾಶ ಸಿಕ್ಕಿದೆ. ಉತ್ತರ ಭಾರತದ ರಾಜ್ಯಗಳಲ್ಲಿ ಜೋತಿರಾದಿತ್ಯ ಸಿಂಧ್ಯಾ ರೀತಿ ಅನೇಕ ರಾಜವಂಶಸ್ಥರು ರಾಜಕೀಯದಲ್ಲಿದ್ದಾರೆ. ಯದುವೀರ್ ಕೂಡ ಉತ್ತಮವಾಗಿ ಜನಪರ ಕೆಲಸ ಮಾಡುತ್ತಾರೆ ಎಂದು ಡಾ.ಪ್ರಭಾಕರ ವಿಶ್ವಾಸ ವ್ಯಕ್ತಪಡಿಸಿದರು. — [98, 585, 465, 694]
top-story-bullet-2-text: ಈ ಬಾರಿಯೂ ನಾನು ಸೋತರೆ ಸತ್ತಂತೆಯೇ...! — [505, 221, 835, 247]
top-story-headline: ನನ್ನನ್ನು ಗೆಲ್ಲಿಸುವ ಮೂಲಕ ಸಿದ್ದರಾಮಯ್ಯರನ್ನ ಗೌರವಿಸಿ... — [483, 130, 1309, 181]
page-number: 7 — [109, 82, 133, 121]
issue-date: ಶನಿವಾರ ೩೦ ಮಾರ್ಚ್ 2024 — [1253, 87, 1481, 113]
womens-day-caption: ಮೈಸೂರಿನ ಜೆಎಸ್‌ಎಸ್ ಆಸ್ಪತ್ರೆ ಆವರಣದಲ್ಲಿರುವ ರಾಜೇಂದ್ರ ಭವನದಲ್ಲಿ ಕದಳಿ ಮಹಿಳಾ ವೇದಿಕೆ ಶುಕ್ರವಾರ ಆಯೋಜಿಸಿದ್ದ ಮಹಿಳಾ ದಿನಾಚರಣೆ ಕಾರ್ಯಕ್ರಮದಲ್ಲಿ ಗಣ್ಯರು ಹಾಗೂ ಸಾಧಕಿಯರು. — [483, 980, 1056, 1009]
murder-headline: ಮೈಸೂರಿನ ತಾಯಿ-ಮಗನ ಘೋರ ಹತ್ಯೆ — [92, 1002, 470, 1041]
rules-list — [1073, 1118, 1481, 1380]
bullet-dot — [483, 196, 496, 209]
registration-dot — [752, 2307, 762, 2317]
prize-amount: : ರೂ. 6,000 — [1395, 1005, 1469, 1021]
rule-item: • ಒಬ್ಬರು ಒಂದೇ ಕಥೆಯನ್ನು ಕಳುಹಿಸಬೇಕು. — [1093, 1118, 1474, 1135]
womens-day-story — [483, 732, 1065, 1408]
ad-address-line-1: ವಿಳಾಸ: ಸಂಪಾದಕರು, 'ಮೈಸೂರು ಮಿತ್ರ' ವಾರ್ಷಿಕ ವಿಶೇಷಾಂಕ — [1169, 1476, 1385, 1489]
vokkaliga-bullet-1: ಮೈಸೂರು-ಕೊಡಗು ಲೋಕಸಭಾ ಕ್ಷೇತ್ರದ ಕಾಂಗ್ರೆಸ್ ಅಭ್ಯರ್ಥಿ ಎಂ.ಲಕ್ಷ್ಮಣ ಸ್ಪಷ್ಟನೆ — [495, 1673, 872, 1691]
prize-row — [1085, 1002, 1469, 1024]
